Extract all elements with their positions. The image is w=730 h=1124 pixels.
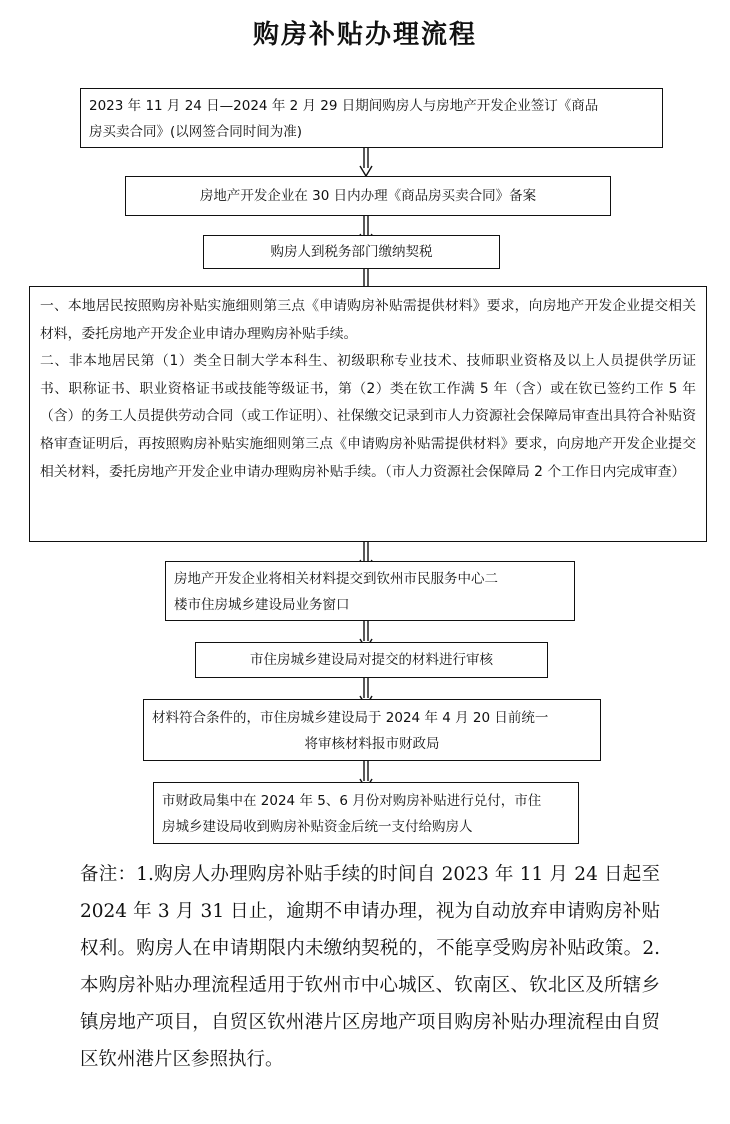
step-1-line-2: 房买卖合同》(以网签合同时间为准)	[89, 124, 303, 140]
step-5-box	[165, 561, 575, 621]
step-5-line-1: 房地产开发企业将相关材料提交到钦州市民服务中心二	[174, 571, 498, 587]
step-8-line-1: 市财政局集中在 2024 年 5、6 月份对购房补贴进行兑付，市住	[162, 793, 542, 809]
down-arrow-icon	[359, 148, 373, 178]
step-8-line-2: 房城乡建设局收到购房补贴资金后统一支付给购房人	[162, 819, 473, 835]
step-3-text: 购房人到税务部门缴纳契税	[270, 244, 433, 260]
step-1-box	[80, 88, 663, 148]
step-4-box	[29, 286, 707, 542]
step-1-line-1: 2023 年 11 月 24 日—2024 年 2 月 29 日期间购房人与房地产开发企业签订《商品	[89, 98, 599, 114]
step-3-box	[203, 235, 500, 269]
step-7-box	[143, 699, 601, 761]
step-8-box	[153, 782, 579, 844]
step-6-text: 市住房城乡建设局对提交的材料进行审核	[250, 652, 493, 668]
step-6-box	[195, 642, 548, 678]
step-2-text: 房地产开发企业在 30 日内办理《商品房买卖合同》备案	[199, 188, 537, 204]
step-2-box	[125, 176, 611, 216]
step-4-paragraph-2: 二、非本地居民第（1）类全日制大学本科生、初级职称专业技术、技师职业资格及以上人员提供学历证书、职称证书、职业资格证书或技能等级证书，第（2）类在钦工作满 5 年（含）或在钦已签约工作 5 年（含）的务工人员提供劳动合同（或工作证明）、社保缴交记录到市人力资源社会保障局审查出具符合补贴资格审查证明后，再按照购房补贴实施细则第三点《申请购房补贴需提供材料》要求，向房地产开发企业提交相关材料，委托房地产开发企业申请办理购房补贴手续。（市人力资源社会保障局 2 个工作日内完成审查）	[40, 353, 696, 480]
step-7-line-2: 将审核材料报市财政局	[304, 736, 440, 752]
step-4-paragraph-1: 一、本地居民按照购房补贴实施细则第三点《申请购房补贴需提供材料》要求，向房地产开发企业提交相关材料，委托房地产开发企业申请办理购房补贴手续。	[40, 298, 696, 342]
step-7-line-1: 材料符合条件的，市住房城乡建设局于 2024 年 4 月 20 日前统一	[152, 710, 549, 726]
remarks-note: 备注：1.购房人办理购房补贴手续的时间自 2023 年 11 月 24 日起至 2024 年 3 月 31 日止，逾期不申请办理，视为自动放弃申请购房补贴权利。购房人在申请期限内未缴纳契税的，不能享受购房补贴政策。2.本购房补贴办理流程适用于钦州市中心城区、钦南区、钦北区及所辖乡镇房地产项目，自贸区钦州港片区房地产项目购房补贴办理流程由自贸区钦州港片区参照执行。	[80, 864, 660, 1070]
page-title: 购房补贴办理流程	[252, 20, 477, 50]
step-5-line-2: 楼市住房城乡建设局业务窗口	[174, 597, 350, 613]
